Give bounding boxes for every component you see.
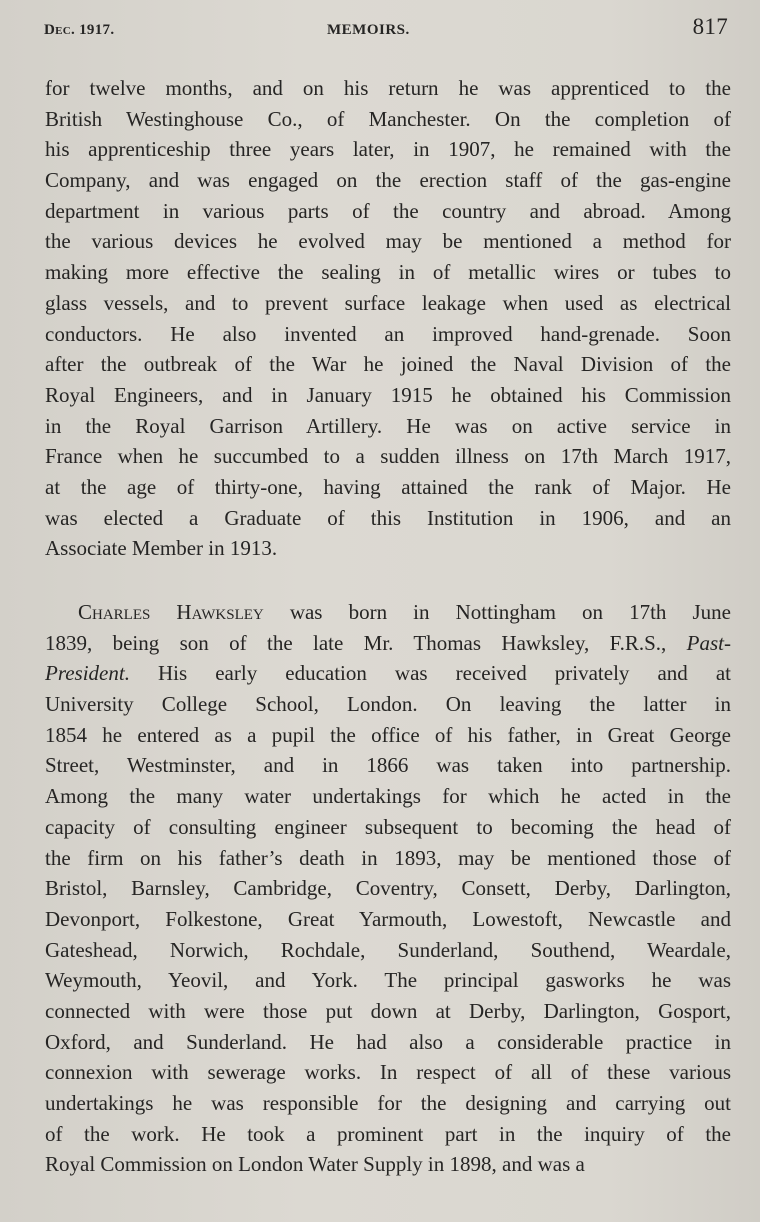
text-line	[45, 1119, 731, 1150]
text-segment: his apprenticeship three years later, in 1907, he remained with the	[45, 137, 731, 162]
header-date: Dec. 1917.	[44, 22, 115, 38]
text-line	[45, 288, 731, 319]
text-segment: making more effective the sealing in of metallic wires or tubes to	[45, 260, 731, 285]
running-header	[44, 14, 728, 44]
memoir-paragraph-charles-hawksley	[45, 597, 731, 1180]
text-line	[45, 628, 731, 659]
text-line	[45, 781, 731, 812]
header-title: MEMOIRS.	[327, 22, 410, 38]
text-line	[45, 873, 731, 904]
memoir-paragraph-continued	[45, 73, 731, 564]
text-line	[45, 226, 731, 257]
text-line	[45, 411, 731, 442]
italic-text: President.	[45, 661, 130, 686]
text-segment: capacity of consulting engineer subsequent to becoming the head of	[45, 814, 731, 839]
text-line	[45, 996, 731, 1027]
text-segment: conductors. He also invented an improved hand-grenade. Soon	[45, 321, 731, 346]
text-segment: department in various parts of the country and abroad. Among	[45, 198, 731, 223]
text-line	[45, 843, 731, 874]
text-segment: Company, and was engaged on the erection staff of the gas-engine	[45, 168, 731, 193]
text-line	[45, 104, 731, 135]
text-segment: in the Royal Garrison Artillery. He was on active service in	[45, 413, 731, 438]
text-segment: Associate Member in 1913.	[45, 536, 278, 561]
text-line	[45, 904, 731, 935]
text-line	[45, 1027, 731, 1058]
text-line	[45, 812, 731, 843]
text-segment: Oxford, and Sunderland. He had also a considerable practice in	[45, 1029, 731, 1054]
text-segment: after the outbreak of the War he joined the Naval Division of the	[45, 352, 731, 377]
text-line	[45, 658, 731, 689]
text-line	[45, 689, 731, 720]
text-segment: was born in Nottingham on 17th June	[263, 600, 732, 624]
text-segment: Among the many water undertakings for which he acted in the	[45, 784, 731, 809]
page-number: 817	[692, 14, 728, 39]
text-segment: France when he succumbed to a sudden illness on 17th March 1917,	[45, 444, 731, 469]
text-line	[45, 965, 731, 996]
text-segment: the various devices he evolved may be mentioned a method for	[45, 229, 731, 254]
text-segment: Royal Engineers, and in January 1915 he obtained his Commission	[45, 382, 731, 407]
text-line	[45, 165, 731, 196]
text-line	[45, 472, 731, 503]
text-segment: Royal Commission on London Water Supply in 1898, and was a	[45, 1152, 585, 1177]
text-segment: Gateshead, Norwich, Rochdale, Sunderland, Southend, Weardale,	[45, 937, 731, 962]
text-line	[45, 380, 731, 411]
text-line	[45, 196, 731, 227]
text-line	[45, 134, 731, 165]
text-segment: Weymouth, Yeovil, and York. The principal gasworks he was	[45, 968, 731, 993]
text-segment: 1839, being son of the late Mr. Thomas Hawksley, F.R.S.,	[45, 630, 687, 655]
person-name: Charles Hawksley	[78, 600, 264, 624]
text-line	[45, 441, 731, 472]
text-segment: of the work. He took a prominent part in the inquiry of the	[45, 1121, 731, 1146]
text-line	[45, 597, 731, 628]
text-segment: British Westinghouse Co., of Manchester. On the completion of	[45, 106, 731, 131]
text-line	[45, 750, 731, 781]
text-segment: was elected a Graduate of this Institution in 1906, and an	[45, 505, 731, 530]
text-line	[45, 533, 731, 564]
text-segment: for twelve months, and on his return he was apprenticed to the	[45, 76, 731, 100]
text-segment: the firm on his father’s death in 1893, may be mentioned those of	[45, 845, 731, 870]
text-segment: Street, Westminster, and in 1866 was taken into partnership.	[45, 753, 731, 778]
text-line	[45, 73, 731, 104]
text-segment: 1854 he entered as a pupil the office of his father, in Great George	[45, 722, 731, 747]
text-line	[45, 1149, 731, 1180]
text-line	[45, 935, 731, 966]
text-segment: Bristol, Barnsley, Cambridge, Coventry, Consett, Derby, Darlington,	[45, 876, 731, 901]
text-segment: undertakings he was responsible for the designing and carrying out	[45, 1091, 731, 1115]
text-segment: His early education was received privately and at	[129, 661, 731, 686]
text-segment: at the age of thirty-one, having attained the rank of Major. He	[45, 474, 731, 499]
italic-text: Past-	[686, 630, 731, 655]
text-line	[45, 349, 731, 380]
text-line	[45, 503, 731, 534]
text-segment: connexion with sewerage works. In respect of all of these various	[45, 1060, 731, 1085]
text-line	[45, 720, 731, 751]
text-line	[45, 1088, 731, 1119]
text-segment: connected with were those put down at Derby, Darlington, Gosport,	[45, 998, 731, 1023]
text-segment: University College School, London. On leaving the latter in	[45, 692, 731, 717]
text-line	[45, 257, 731, 288]
text-line	[45, 1057, 731, 1088]
text-line	[45, 319, 731, 350]
text-segment: glass vessels, and to prevent surface leakage when used as electrical	[45, 290, 731, 315]
text-segment: Devonport, Folkestone, Great Yarmouth, Lowestoft, Newcastle and	[45, 906, 731, 931]
